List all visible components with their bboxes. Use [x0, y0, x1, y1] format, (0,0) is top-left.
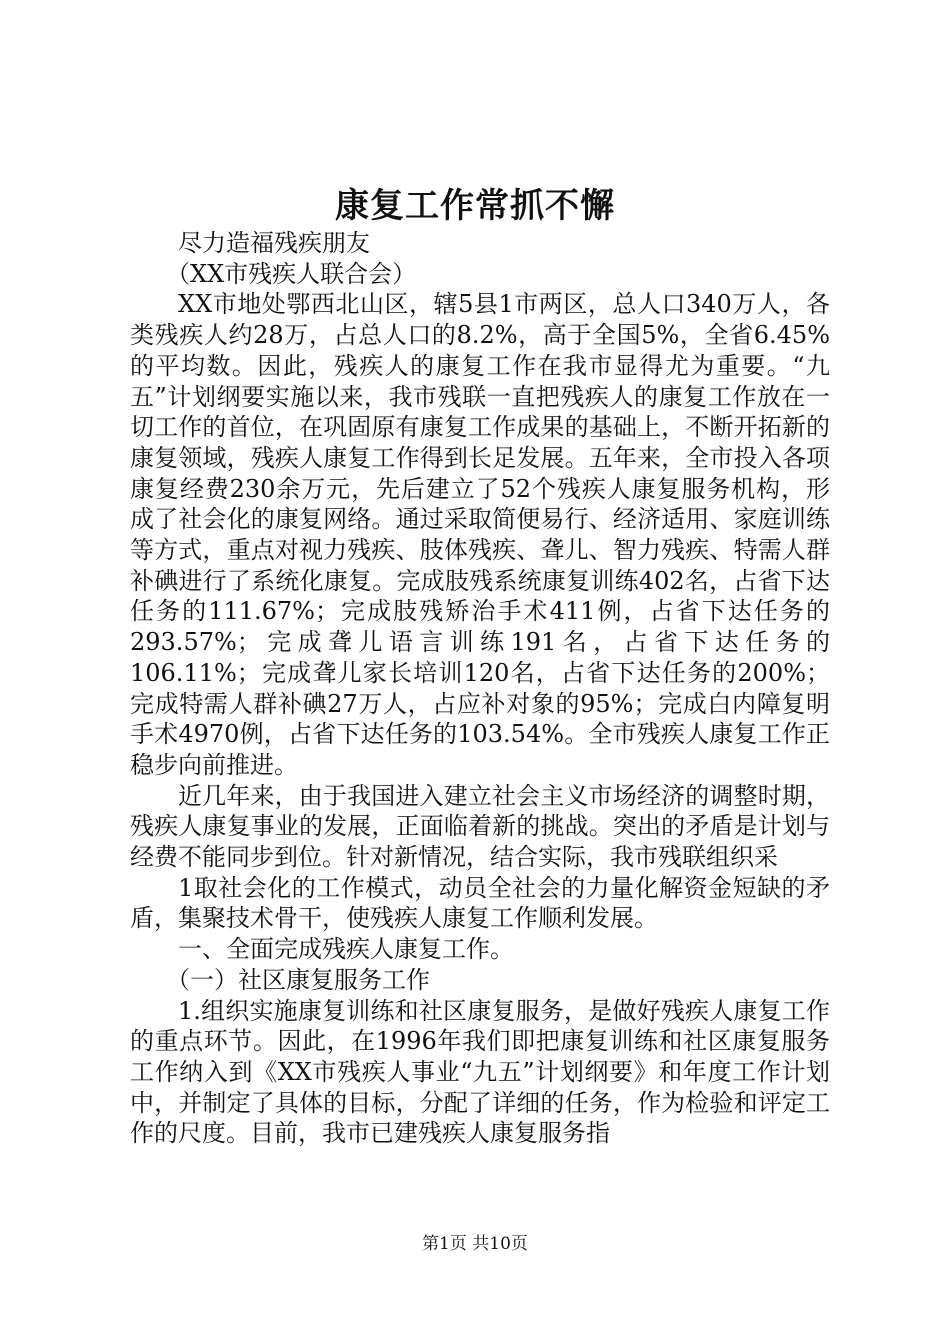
section-heading: 一、全面完成残疾人康复工作。 [178, 935, 514, 964]
subtitle-line: 尽力造福残疾朋友 [178, 229, 370, 257]
paragraph: 1.组织实施康复训练和社区康复服务，是做好残疾人康复工作的重点环节。因此，在1996年我们即把康复训练和社区康复服务工作纳入到《XX市残疾人事业“九五”计划纲要》和年度工作计划中，并制定了具体的目标，分配了详细的任务，作为检验和评定工作的尺度。目前，我市已建残疾人康复服务指 [130, 996, 830, 1148]
paragraph: XX市地处鄂西北山区，辖5县1市两区，总人口340万人，各类残疾人约28万，占总人口的8.2%，高于全国5%，全省6.45%的平均数。因此，残疾人的康复工作在我市显得尤为重要。“九五”计划纲要实施以来，我市残联一直把残疾人的康复工作放在一切工作的首位，在巩固原有康复工作成果的基础上，不断开拓新的康复领域，残疾人康复工作得到长足发展。五年来，全市投入各项康复经费230余万元，先后建立了52个残疾人康复服务机构，形成了社会化的康复网络。通过采取简便易行、经济适用、家庭训练等方式，重点对视力残疾、肢体残疾、聋儿、智力残疾、特需人群补碘进行了系统化康复。完成肢残系统康复训练402名，占省下达任务的111.67%；完成肢残矫治手术411例，占省下达任务的293.57%；完成聋儿语言训练191名，占省下达任务的106.11%；完成聋儿家长培训120名，占省下达任务的200%；完成特需人群补碘27万人，占应补对象的95%；完成白内障复明手术4970例，占省下达任务的103.54%。全市残疾人康复工作正稳步向前推进。 [130, 290, 830, 779]
subsection-heading: （一）社区康复服务工作 [166, 965, 430, 994]
paragraph: 1取社会化的工作模式，动员全社会的力量化解资金短缺的矛盾，集聚技术骨干，使残疾人康复工作顺利发展。 [130, 873, 830, 933]
document-body [130, 228, 830, 1149]
document-title: 康复工作常抓不懈 [335, 186, 615, 226]
paragraph: 近几年来，由于我国进入建立社会主义市场经济的调整时期，残疾人康复事业的发展，正面临着新的挑战。突出的矛盾是计划与经费不能同步到位。针对新情况，结合实际，我市残联组织采 [130, 781, 830, 872]
page-number: 第1页 共10页 [422, 1234, 528, 1254]
author-line: （XX市残疾人联合会） [166, 259, 417, 288]
